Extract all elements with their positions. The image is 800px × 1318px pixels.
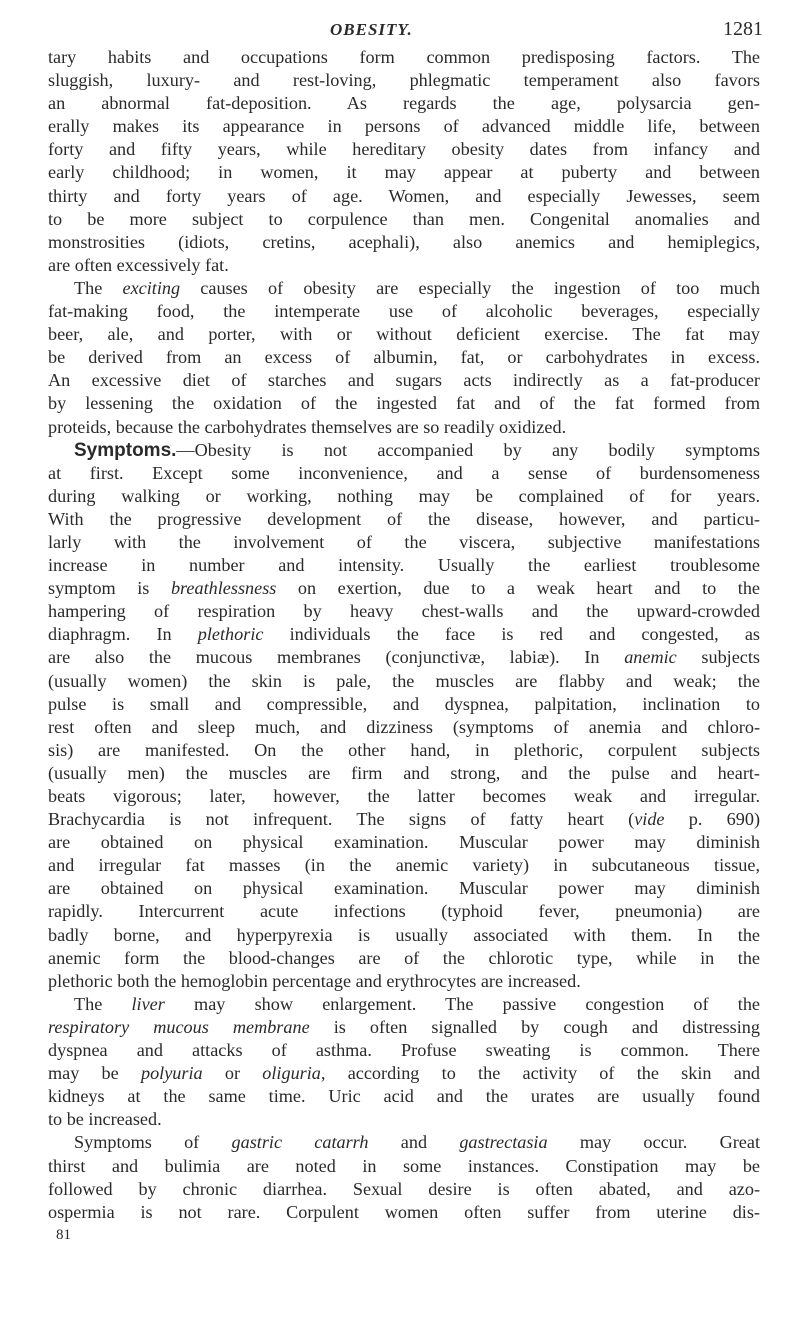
text-line <box>48 993 760 1016</box>
text-line <box>48 900 760 923</box>
text-line <box>48 231 760 254</box>
text-run: individuals the face is red and congested, as <box>263 624 760 645</box>
text-run: (usually women) the skin is pale, the muscles are flabby and weak; the <box>48 670 760 691</box>
text-line <box>48 970 760 993</box>
text-line <box>48 392 760 415</box>
text-run: ospermia is not rare. Corpulent women often suffer from uterine dis- <box>48 1201 760 1222</box>
text-run: sis) are manifested. On the other hand, in plethoric, corpulent subjects <box>48 739 760 760</box>
text-run: may occur. Great <box>547 1132 760 1153</box>
italic-term: exciting <box>122 277 181 298</box>
text-run: beer, ale, and porter, with or without deficient exercise. The fat may <box>48 324 760 345</box>
italic-term: respiratory mucous membrane <box>48 1016 310 1037</box>
text-run: subjects <box>676 647 760 668</box>
text-line <box>48 1201 760 1224</box>
text-run: and <box>368 1132 460 1153</box>
text-run: Symptoms of <box>74 1132 232 1153</box>
text-run: symptom is <box>48 578 171 599</box>
italic-term: gastric catarrh <box>231 1132 369 1153</box>
text-run: monstrosities (idiots, cretins, acephali), also anemics and hemiplegics, <box>48 231 760 252</box>
text-line <box>48 416 760 439</box>
text-line <box>48 1178 760 1201</box>
italic-term: plethoric <box>197 624 264 645</box>
italic-term: anemic <box>624 647 677 668</box>
text-line <box>48 716 760 739</box>
text-line <box>48 462 760 485</box>
text-run: dyspnea and attacks of asthma. Profuse sweating is common. There <box>48 1040 760 1061</box>
text-run: badly borne, and hyperpyrexia is usually associated with them. In the <box>48 924 760 945</box>
text-line <box>48 208 760 231</box>
text-run: causes of obesity are especially the ingestion of too much <box>180 277 760 298</box>
text-line <box>48 161 760 184</box>
text-line <box>48 762 760 785</box>
text-run: at first. Except some inconvenience, and a sense of burdensomeness <box>48 462 760 483</box>
text-line <box>48 623 760 646</box>
running-title: OBESITY. <box>330 20 413 39</box>
text-line <box>48 346 760 369</box>
text-line <box>48 785 760 808</box>
text-run: according to the activity of the skin and <box>325 1063 761 1084</box>
text-run: to be more subject to corpulence than men. Congenital anomalies and <box>48 208 760 229</box>
text-run: plethoric both the hemoglobin percentage and erythrocytes are increased. <box>48 970 581 991</box>
text-run: be derived from an excess of albumin, fat, or carbohydrates in excess. <box>48 347 760 368</box>
text-run: diaphragm. In <box>48 624 198 645</box>
page-number: 1281 <box>723 18 763 40</box>
text-run: is often signalled by cough and distressing <box>309 1016 760 1037</box>
text-run: (usually men) the muscles are firm and strong, and the pulse and heart- <box>48 762 760 783</box>
text-line <box>48 369 760 392</box>
text-run: are obtained on physical examination. Muscular power may diminish <box>48 832 760 853</box>
section-heading: Symptoms. <box>74 439 177 461</box>
text-run: thirst and bulimia are noted in some instances. Constipation may be <box>48 1155 760 1176</box>
text-run: may show enlargement. The passive congestion of the <box>164 993 761 1014</box>
text-run: fat-making food, the intemperate use of alcoholic beverages, especially <box>48 301 760 322</box>
text-run: are obtained on physical examination. Muscular power may diminish <box>48 878 760 899</box>
text-run: sluggish, luxury- and rest-loving, phlegmatic temperament also favors <box>48 70 760 91</box>
text-run: beats vigorous; later, however, the latter becomes weak and irregular. <box>48 786 760 806</box>
text-run: An excessive diet of starches and sugars acts indirectly as a fat-producer <box>48 370 760 391</box>
text-run: or <box>202 1063 263 1084</box>
text-line <box>48 831 760 854</box>
text-run: early childhood; in women, it may appear at puberty and between <box>48 162 760 183</box>
text-line <box>48 808 760 831</box>
text-line <box>48 1062 760 1085</box>
text-line <box>48 947 760 970</box>
text-line <box>48 300 760 323</box>
text-run: p. 690) <box>664 809 761 830</box>
text-run: The <box>74 277 123 298</box>
text-run: are often excessively fat. <box>48 254 229 275</box>
text-line <box>48 531 760 554</box>
italic-term: oliguria, <box>262 1063 326 1084</box>
text-run: followed by chronic diarrhea. Sexual desire is often abated, and azo- <box>48 1178 760 1199</box>
text-run: to be increased. <box>48 1109 162 1130</box>
text-run: and irregular fat masses (in the anemic variety) in subcutaneous tissue, <box>48 855 760 876</box>
text-line <box>48 854 760 877</box>
text-line <box>48 670 760 693</box>
text-run: during walking or working, nothing may be complained of for years. <box>48 485 760 506</box>
text-line <box>48 185 760 208</box>
text-run: erally makes its appearance in persons of advanced middle life, between <box>48 116 760 137</box>
text-run: are also the mucous membranes (conjunctivæ, labiæ). In <box>48 647 625 668</box>
text-run: rest often and sleep much, and dizziness (symptoms of anemia and chloro- <box>48 716 760 737</box>
text-line <box>48 646 760 669</box>
text-line <box>48 508 760 531</box>
text-run: tary habits and occupations form common predisposing factors. The <box>48 47 760 67</box>
text-run: proteids, because the carbohydrates themselves are so readily oxidized. <box>48 416 567 437</box>
text-line <box>48 1155 760 1178</box>
italic-term: vide <box>634 809 665 830</box>
text-line <box>48 1016 760 1039</box>
text-line <box>48 1039 760 1062</box>
text-line <box>48 924 760 947</box>
text-run: by lessening the oxidation of the ingested fat and of the fat formed from <box>48 393 760 414</box>
body-text <box>48 46 760 1246</box>
text-run: thirty and forty years of age. Women, and especially Jewesses, seem <box>48 185 760 206</box>
text-run: anemic form the blood-changes are of the chlorotic type, while in the <box>48 947 760 968</box>
page-header <box>0 8 800 44</box>
text-run: pulse is small and compressible, and dyspnea, palpitation, inclination to <box>48 693 760 714</box>
text-line <box>48 1085 760 1108</box>
text-line <box>48 323 760 346</box>
text-line <box>48 46 760 69</box>
italic-term: polyuria <box>140 1063 203 1084</box>
text-line <box>48 485 760 508</box>
text-line <box>48 600 760 623</box>
text-line <box>48 1108 760 1131</box>
text-line <box>48 577 760 600</box>
text-run: an abnormal fat-deposition. As regards the age, polysarcia gen- <box>48 93 760 114</box>
text-run: may be <box>48 1063 141 1084</box>
text-line <box>48 439 760 462</box>
text-run: The <box>74 993 132 1014</box>
text-run: With the progressive development of the disease, however, and particu- <box>48 508 760 529</box>
italic-term: gastrectasia <box>459 1132 548 1153</box>
text-line <box>48 693 760 716</box>
text-line <box>48 877 760 900</box>
text-line <box>48 1131 760 1154</box>
text-line <box>48 739 760 762</box>
text-run: forty and fifty years, while hereditary obesity dates from infancy and <box>48 139 760 160</box>
text-line <box>48 138 760 161</box>
text-line <box>48 554 760 577</box>
signature-mark: 81 <box>56 1226 71 1243</box>
text-line <box>48 115 760 138</box>
text-line <box>48 277 760 300</box>
text-run: larly with the involvement of the viscera, subjective manifestations <box>48 531 760 552</box>
text-run: hampering of respiration by heavy chest-walls and the upward-crowded <box>48 601 760 622</box>
text-run: kidneys at the same time. Uric acid and the urates are usually found <box>48 1086 760 1107</box>
text-line <box>48 92 760 115</box>
italic-term: liver <box>131 993 165 1014</box>
text-run: on exertion, due to a weak heart and to the <box>276 578 760 599</box>
text-line <box>48 254 760 277</box>
text-run: rapidly. Intercurrent acute infections (typhoid fever, pneumonia) are <box>48 901 760 922</box>
text-run: Brachycardia is not infrequent. The signs of fatty heart ( <box>48 809 635 830</box>
text-run: increase in number and intensity. Usually the earliest troublesome <box>48 555 760 576</box>
italic-term: breathlessness <box>170 578 277 599</box>
text-line <box>48 69 760 92</box>
text-run: —Obesity is not accompanied by any bodily symptoms <box>176 439 760 460</box>
